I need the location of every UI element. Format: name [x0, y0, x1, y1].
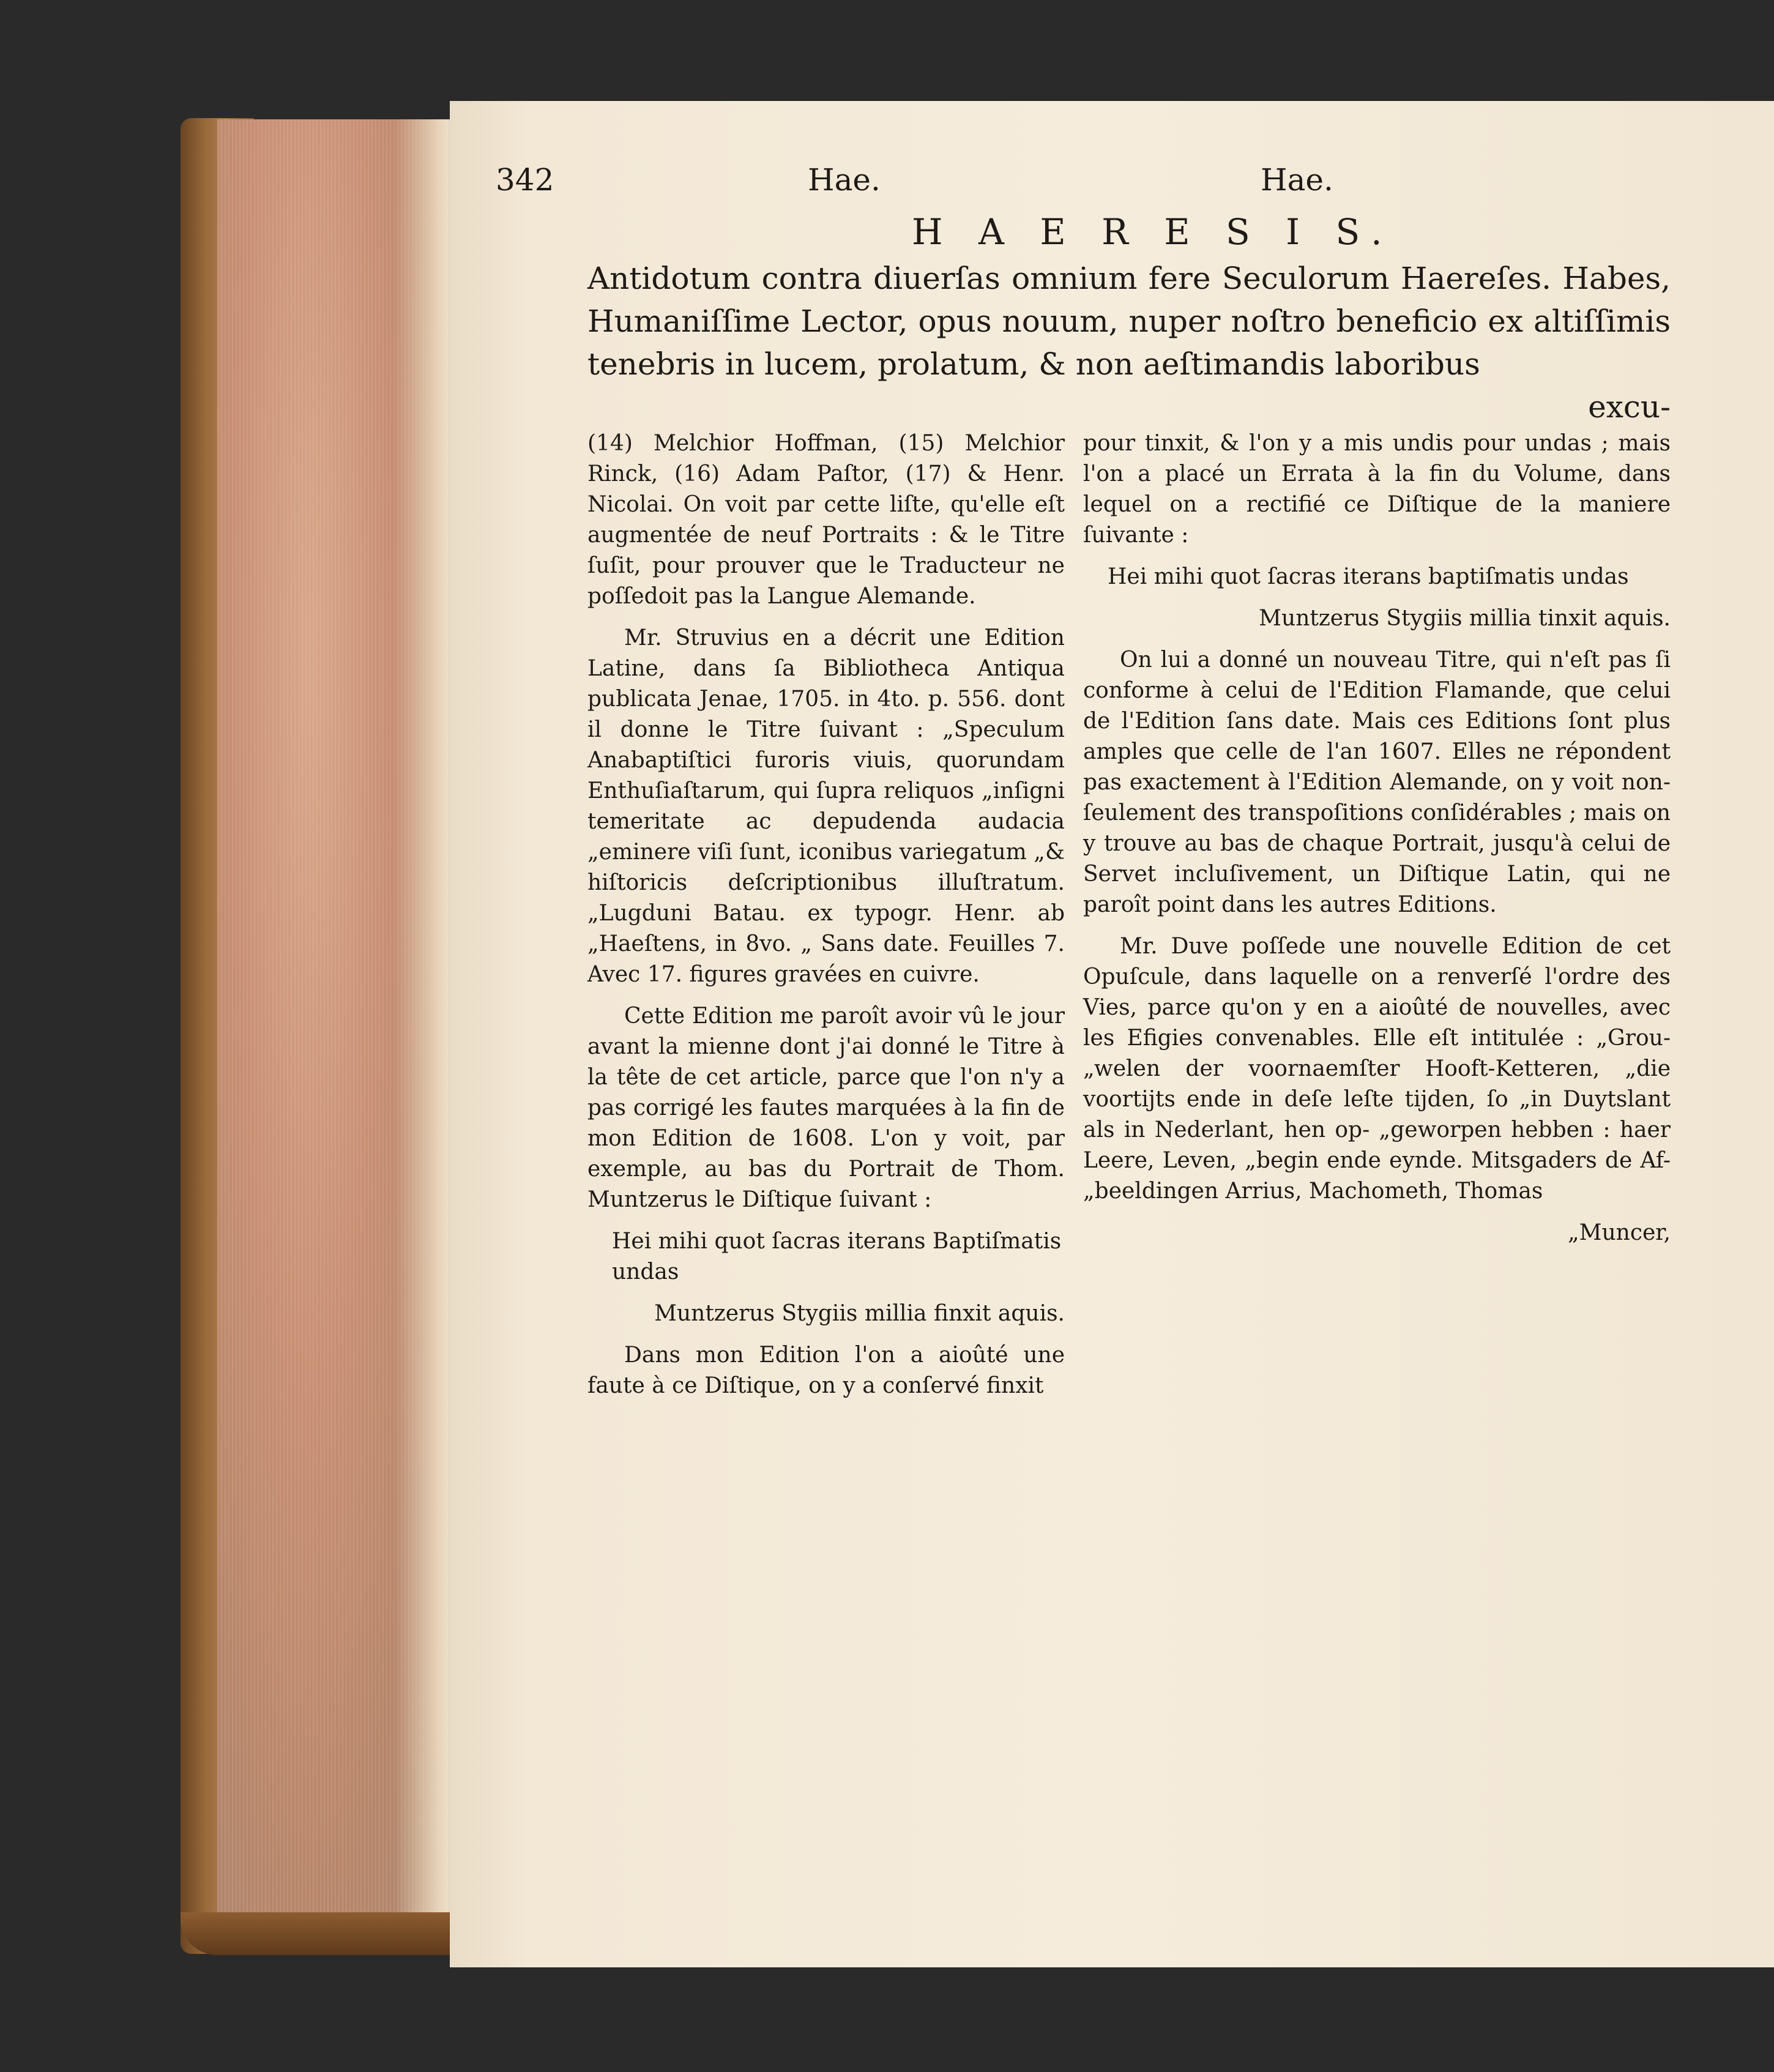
col2-paragraph-2: On lui a donné un nouveau Titre, qui n'eſt pas ſi conforme à celui de l'Edition Flamande, que celui de l'Edition ſans date. Mais ces Editions ſont plus amples que celle de l'an 1607. Elles ne répondent pas exactement à l'Edition Alemande, on y voit non-ſeulement des transpoſitions conſidérables ; mais on y trouve au bas de chaque Portrait, jusqu'à celui de Servet incluſivement, un Diſtique Latin, qui ne paroît point dans les autres Editions.: [1083, 647, 1671, 917]
col1-paragraph-2: Mr. Struvius en a décrit une Edition Latine, dans ſa Bibliotheca Antiqua publicata Jenae, 1705. in 4to. p. 556. dont il donne le Titre ſuivant : „Speculum Anabaptiſtici furoris viuis, quorundam Enthuſiaſtarum, qui ſupra reliquos „inſigni temeritate ac depudenda audacia „eminere viſi ſunt, iconibus variegatum „& hiſtoricis deſcriptionibus illuſtratum. „Lugduni Batau. ex typogr. Henr. ab „Haeſtens, in 8vo. „ Sans date. Feuilles 7. Avec 17. figures gravées en cuivre.: [587, 625, 1065, 987]
col2-catchword: „Muncer,: [1567, 1220, 1671, 1245]
col2-paragraph-3: Mr. Duve poſſede une nouvelle Edition de cet Opuſcule, dans laquelle on a renverſé l'ordre des Vies, parce qu'on y en a aioûté de nouvelles, avec les Efigies convenables. Elle eſt intitulée : „Grou- „welen der voornaemſter Hooft-Ketteren, „die voortijts ende in deſe leſte tijden, ſo „in Duytslant als in Nederlant, hen op- „geworpen hebben : haer Leere, Leven, „begin ende eynde. Mitsgaders de Af- „beeldingen Arrius, Machometh, Thomas: [1083, 934, 1671, 1204]
column-left: [587, 428, 1065, 1412]
intro-catchword: excu-: [1588, 389, 1671, 425]
running-head-right: Hae.: [1261, 162, 1333, 198]
article-title: H A E R E S I S.: [912, 211, 1395, 253]
page-number: 342: [496, 162, 554, 198]
col1-verse-line-1: Hei mihi quot ſacras iterans Baptiſmatis undas: [612, 1229, 1062, 1284]
col2-verse-line-1: Hei mihi quot ſacras iterans baptiſmatis undas: [1108, 564, 1629, 589]
intro-block: [587, 257, 1671, 428]
intro-text: Antidotum contra diuerſas omnium fere Seculorum Haereſes. Habes, Humaniſſime Lector, opus nouum, nuper noſtro beneficio ex altiſſimis tenebris in lucem, prolatum, & non aeſtimandis laboribus: [587, 261, 1671, 382]
col2-verse-line-2: Muntzerus Stygiis millia tinxit aquis.: [1259, 606, 1671, 631]
page-edges: [217, 119, 450, 1931]
col1-paragraph-4: Dans mon Edition l'on a aioûté une faute à ce Diſtique, on y a conſervé finxit: [587, 1343, 1065, 1398]
col1-paragraph-1: (14) Melchior Hoffman, (15) Melchior Rinck, (16) Adam Paſtor, (17) & Henr. Nicolai. On voit par cette liſte, qu'elle eſt augmentée de neuf Portraits : & le Titre ſuſit, pour prouver que le Traducteur ne poſſedoit pas la Langue Alemande.: [587, 431, 1065, 609]
col1-paragraph-3: Cette Edition me paroît avoir vû le jour avant la mienne dont j'ai donné le Titre à la tête de cet article, parce que l'on n'y a pas corrigé les fautes marquées à la fin de mon Edition de 1608. L'on y voit, par exemple, au bas du Portrait de Thom. Muntzerus le Diſtique ſuivant :: [587, 1004, 1065, 1212]
column-right: [1083, 428, 1671, 1248]
col1-verse-line-2: Muntzerus Stygiis millia finxit aquis.: [654, 1301, 1065, 1326]
col2-paragraph-1: pour tinxit, & l'on y a mis undis pour undas ; mais l'on a placé un Errata à la fin du Volume, dans lequel on a rectifié ce Diſtique de la maniere ſuivante :: [1083, 431, 1671, 548]
running-head-left: Hae.: [808, 162, 881, 198]
